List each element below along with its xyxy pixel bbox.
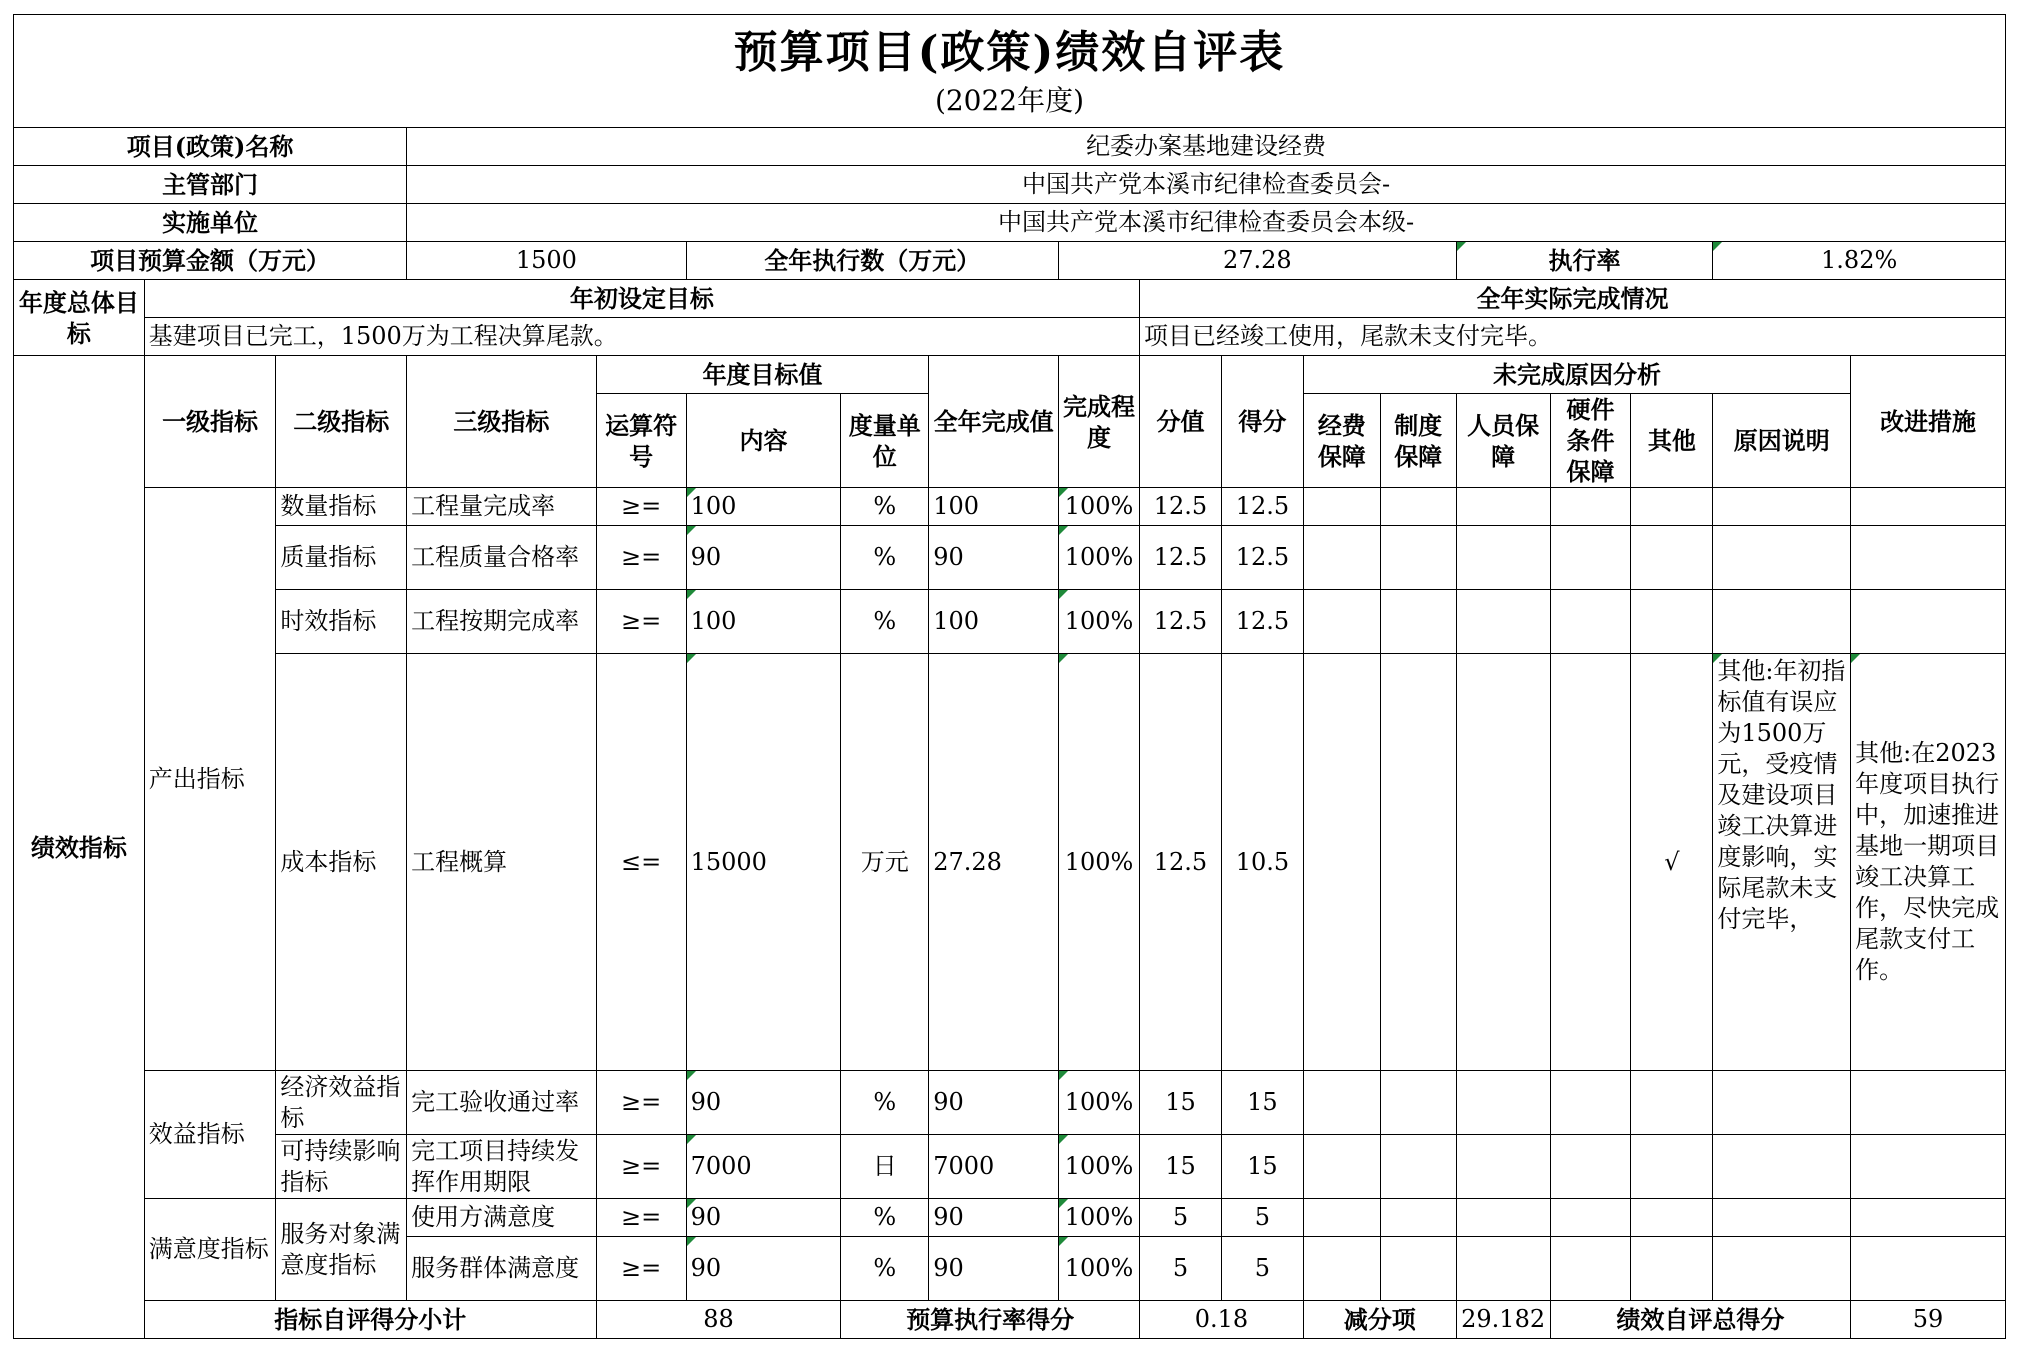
level3-cell: 工程质量合格率 — [407, 526, 597, 590]
improvement-cell — [1851, 1135, 2006, 1199]
table-row — [14, 526, 2006, 590]
improvement-header: 改进措施 — [1851, 356, 2006, 488]
page-title: 预算项目(政策)绩效自评表 — [733, 27, 1286, 78]
level1-satisfaction: 满意度指标 — [144, 1199, 276, 1301]
content-cell: 90 — [686, 1237, 841, 1301]
deduction-label: 减分项 — [1303, 1301, 1456, 1339]
score-cell: 5 — [1221, 1237, 1303, 1301]
performance-indicators-label: 绩效指标 — [14, 356, 145, 1339]
score-cell: 15 — [1221, 1135, 1303, 1199]
level2-cell: 数量指标 — [276, 488, 407, 526]
explanation-cell: 其他:年初指标值有误应为1500万元，受疫情及建设项目竣工决算进度影响，实际尾款未支付完毕， — [1713, 654, 1851, 1071]
operator-cell: ≥= — [596, 1135, 686, 1199]
executed-amount-value: 27.28 — [1059, 242, 1457, 280]
completion-degree-header: 完成程度 — [1059, 356, 1140, 488]
content-cell: 90 — [686, 1071, 841, 1135]
operator-cell: ≥= — [596, 1237, 686, 1301]
actual-cell: 27.28 — [929, 654, 1059, 1071]
staff-cell — [1456, 590, 1550, 654]
operator-cell: ≥= — [596, 590, 686, 654]
annual-goal-label: 年度总体目标 — [14, 280, 145, 356]
implementing-unit-value: 中国共产党本溪市纪律检查委员会本级- — [407, 204, 2006, 242]
other-cell — [1631, 526, 1713, 590]
subtotal-value: 88 — [596, 1301, 841, 1339]
level3-cell: 服务群体满意度 — [407, 1237, 597, 1301]
system-cell — [1380, 1199, 1456, 1237]
content-cell: 7000 — [686, 1135, 841, 1199]
improvement-cell — [1851, 590, 2006, 654]
unit-cell: % — [841, 590, 929, 654]
score-value-cell: 12.5 — [1140, 526, 1222, 590]
operator-cell: ≤= — [596, 654, 686, 1071]
total-score-value: 59 — [1851, 1301, 2006, 1339]
funding-cell — [1303, 526, 1380, 590]
actual-completion-header: 全年实际完成情况 — [1140, 280, 2006, 318]
staff-cell — [1456, 1237, 1550, 1301]
system-cell — [1380, 654, 1456, 1071]
score-value-cell: 15 — [1140, 1135, 1222, 1199]
score-cell: 15 — [1221, 1071, 1303, 1135]
unit-cell: % — [841, 526, 929, 590]
explanation-cell — [1713, 526, 1851, 590]
table-row — [14, 488, 2006, 526]
improvement-cell — [1851, 526, 2006, 590]
other-check-cell: √ — [1631, 654, 1713, 1071]
content-cell: 15000 — [686, 654, 841, 1071]
unit-header: 度量单位 — [841, 394, 929, 488]
explanation-cell — [1713, 1199, 1851, 1237]
hardware-cell — [1550, 488, 1631, 526]
score-cell: 12.5 — [1221, 590, 1303, 654]
actual-cell: 90 — [929, 526, 1059, 590]
annual-target-header: 年度目标值 — [596, 356, 929, 394]
completion-cell: 100% — [1059, 654, 1140, 1071]
funding-header: 经费保障 — [1303, 394, 1380, 488]
level3-cell: 工程量完成率 — [407, 488, 597, 526]
system-cell — [1380, 526, 1456, 590]
project-name-label: 项目(政策)名称 — [14, 128, 407, 166]
actual-cell: 100 — [929, 488, 1059, 526]
hardware-cell — [1550, 1237, 1631, 1301]
explanation-cell — [1713, 488, 1851, 526]
content-cell: 100 — [686, 488, 841, 526]
completion-cell: 100% — [1059, 1071, 1140, 1135]
score-cell: 12.5 — [1221, 488, 1303, 526]
funding-cell — [1303, 488, 1380, 526]
page-subtitle: (2022年度) — [934, 84, 1085, 117]
budget-score-value: 0.18 — [1140, 1301, 1304, 1339]
level1-header: 一级指标 — [144, 356, 276, 488]
operator-cell: ≥= — [596, 1199, 686, 1237]
hardware-cell — [1550, 1071, 1631, 1135]
completion-cell: 100% — [1059, 1135, 1140, 1199]
operator-header: 运算符号 — [596, 394, 686, 488]
content-cell: 100 — [686, 590, 841, 654]
project-name-value: 纪委办案基地建设经费 — [407, 128, 2006, 166]
score-value-cell: 12.5 — [1140, 654, 1222, 1071]
staff-cell — [1456, 488, 1550, 526]
evaluation-table — [13, 14, 2006, 1339]
explanation-cell — [1713, 1237, 1851, 1301]
operator-cell: ≥= — [596, 1071, 686, 1135]
level1-output: 产出指标 — [144, 488, 276, 1071]
table-row — [14, 654, 2006, 1071]
funding-cell — [1303, 590, 1380, 654]
funding-cell — [1303, 1071, 1380, 1135]
completion-cell: 100% — [1059, 590, 1140, 654]
table-row — [14, 1135, 2006, 1199]
completion-cell: 100% — [1059, 526, 1140, 590]
hardware-cell — [1550, 654, 1631, 1071]
content-cell: 90 — [686, 1199, 841, 1237]
total-score-label: 绩效自评总得分 — [1550, 1301, 1851, 1339]
score-value-cell: 5 — [1140, 1237, 1222, 1301]
reason-analysis-header: 未完成原因分析 — [1303, 356, 1850, 394]
completion-cell: 100% — [1059, 488, 1140, 526]
staff-cell — [1456, 1199, 1550, 1237]
other-header: 其他 — [1631, 394, 1713, 488]
staff-cell — [1456, 526, 1550, 590]
staff-header: 人员保障 — [1456, 394, 1550, 488]
hardware-cell — [1550, 590, 1631, 654]
explanation-cell — [1713, 1071, 1851, 1135]
score-value-cell: 15 — [1140, 1071, 1222, 1135]
level3-cell: 完工项目持续发挥作用期限 — [407, 1135, 597, 1199]
level2-header: 二级指标 — [276, 356, 407, 488]
table-row — [14, 590, 2006, 654]
budget-amount-value: 1500 — [407, 242, 686, 280]
system-cell — [1380, 1071, 1456, 1135]
improvement-cell — [1851, 1199, 2006, 1237]
level1-benefit: 效益指标 — [144, 1071, 276, 1199]
execution-rate-value: 1.82% — [1713, 242, 2006, 280]
unit-cell: % — [841, 1237, 929, 1301]
explanation-cell — [1713, 1135, 1851, 1199]
score-header: 得分 — [1221, 356, 1303, 488]
unit-cell: % — [841, 488, 929, 526]
hardware-header: 硬件条件保障 — [1550, 394, 1631, 488]
improvement-cell: 其他:在2023年度项目执行中，加速推进基地一期项目竣工决算工作，尽快完成尾款支付工作。 — [1851, 654, 2006, 1071]
hardware-cell — [1550, 1135, 1631, 1199]
score-value-header: 分值 — [1140, 356, 1222, 488]
funding-cell — [1303, 1199, 1380, 1237]
funding-cell — [1303, 1237, 1380, 1301]
deduction-value: 29.182 — [1456, 1301, 1550, 1339]
unit-cell: % — [841, 1071, 929, 1135]
level3-cell: 使用方满意度 — [407, 1199, 597, 1237]
funding-cell — [1303, 654, 1380, 1071]
department-value: 中国共产党本溪市纪律检查委员会- — [407, 166, 2006, 204]
hardware-cell — [1550, 1199, 1631, 1237]
other-cell — [1631, 1237, 1713, 1301]
level3-cell: 工程按期完成率 — [407, 590, 597, 654]
title-cell — [14, 15, 2006, 128]
other-cell — [1631, 1135, 1713, 1199]
improvement-cell — [1851, 1237, 2006, 1301]
system-cell — [1380, 1135, 1456, 1199]
system-cell — [1380, 1237, 1456, 1301]
unit-cell: % — [841, 1199, 929, 1237]
initial-target-header: 年初设定目标 — [144, 280, 1139, 318]
actual-cell: 100 — [929, 590, 1059, 654]
level2-cell: 服务对象满意度指标 — [276, 1199, 407, 1301]
other-cell — [1631, 488, 1713, 526]
actual-cell: 90 — [929, 1237, 1059, 1301]
execution-rate-label: 执行率 — [1456, 242, 1713, 280]
budget-amount-label: 项目预算金额（万元） — [14, 242, 407, 280]
system-cell — [1380, 590, 1456, 654]
implementing-unit-label: 实施单位 — [14, 204, 407, 242]
level2-cell: 经济效益指标 — [276, 1071, 407, 1135]
subtotal-label: 指标自评得分小计 — [144, 1301, 596, 1339]
level2-cell: 成本指标 — [276, 654, 407, 1071]
staff-cell — [1456, 654, 1550, 1071]
budget-score-label: 预算执行率得分 — [841, 1301, 1140, 1339]
operator-cell: ≥= — [596, 526, 686, 590]
hardware-cell — [1550, 526, 1631, 590]
completion-cell: 100% — [1059, 1237, 1140, 1301]
unit-cell: 日 — [841, 1135, 929, 1199]
initial-target-text: 基建项目已完工，1500万为工程决算尾款。 — [144, 318, 1139, 356]
staff-cell — [1456, 1071, 1550, 1135]
score-value-cell: 12.5 — [1140, 488, 1222, 526]
actual-cell: 90 — [929, 1071, 1059, 1135]
score-cell: 12.5 — [1221, 526, 1303, 590]
funding-cell — [1303, 1135, 1380, 1199]
content-header: 内容 — [686, 394, 841, 488]
system-header: 制度保障 — [1380, 394, 1456, 488]
level2-cell: 可持续影响指标 — [276, 1135, 407, 1199]
actual-cell: 7000 — [929, 1135, 1059, 1199]
improvement-cell — [1851, 1071, 2006, 1135]
department-label: 主管部门 — [14, 166, 407, 204]
unit-cell: 万元 — [841, 654, 929, 1071]
level3-cell: 工程概算 — [407, 654, 597, 1071]
score-cell: 10.5 — [1221, 654, 1303, 1071]
score-value-cell: 12.5 — [1140, 590, 1222, 654]
explanation-cell — [1713, 590, 1851, 654]
table-row — [14, 1199, 2006, 1237]
operator-cell: ≥= — [596, 488, 686, 526]
system-cell — [1380, 488, 1456, 526]
level2-cell: 质量指标 — [276, 526, 407, 590]
score-cell: 5 — [1221, 1199, 1303, 1237]
improvement-cell — [1851, 488, 2006, 526]
other-cell — [1631, 1199, 1713, 1237]
executed-amount-label: 全年执行数（万元） — [686, 242, 1058, 280]
level3-cell: 完工验收通过率 — [407, 1071, 597, 1135]
actual-value-header: 全年完成值 — [929, 356, 1059, 488]
explanation-header: 原因说明 — [1713, 394, 1851, 488]
level3-header: 三级指标 — [407, 356, 597, 488]
other-cell — [1631, 590, 1713, 654]
table-row — [14, 1071, 2006, 1135]
other-cell — [1631, 1071, 1713, 1135]
actual-completion-text: 项目已经竣工使用，尾款未支付完毕。 — [1140, 318, 2006, 356]
staff-cell — [1456, 1135, 1550, 1199]
level2-cell: 时效指标 — [276, 590, 407, 654]
performance-self-evaluation-sheet — [13, 14, 2006, 1340]
content-cell: 90 — [686, 526, 841, 590]
score-value-cell: 5 — [1140, 1199, 1222, 1237]
completion-cell: 100% — [1059, 1199, 1140, 1237]
actual-cell: 90 — [929, 1199, 1059, 1237]
